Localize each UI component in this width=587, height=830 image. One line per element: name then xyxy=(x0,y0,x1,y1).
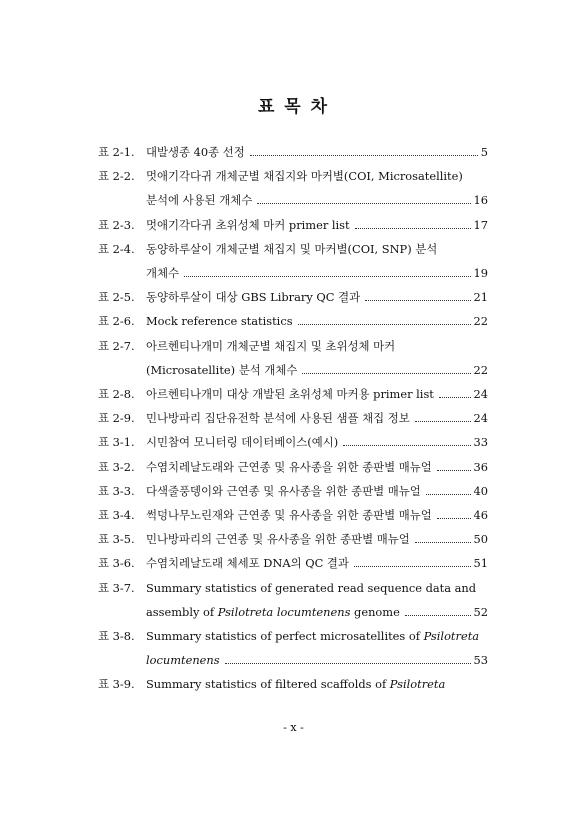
entry-page: 40 xyxy=(473,483,488,498)
toc-entry[interactable] xyxy=(98,672,488,696)
toc-entry[interactable] xyxy=(98,503,488,527)
entry-title: 멋애기각다귀 초위성체 마커 primer list xyxy=(146,217,350,232)
entry-title: 썩덩나무노린재와 근연종 및 유사종을 위한 종판별 매뉴얼 xyxy=(146,508,432,523)
species-name: Psilotreta locumtenens xyxy=(217,604,351,619)
entry-number: 표 2-5. xyxy=(98,290,135,305)
entry-number: 표 2-1. xyxy=(98,145,135,159)
entry-page: 36 xyxy=(473,459,488,474)
toc-entry[interactable] xyxy=(98,382,488,406)
dot-leader xyxy=(343,444,470,446)
entry-number: 표 2-6. xyxy=(98,314,135,329)
entry-number: 표 3-7. xyxy=(98,580,135,595)
entry-number: 표 3-4. xyxy=(98,508,135,523)
entry-page: 22 xyxy=(473,362,488,377)
toc-entry[interactable] xyxy=(98,624,488,672)
toc-entry[interactable] xyxy=(98,285,488,309)
entry-number: 표 2-7. xyxy=(98,338,135,353)
dot-leader xyxy=(184,275,470,277)
entry-page: 52 xyxy=(473,604,488,619)
entry-title-continued: 개체수 xyxy=(146,266,180,281)
species-name: Psilotreta xyxy=(423,629,480,644)
toc-entry[interactable] xyxy=(98,430,488,454)
species-name: locumtenens xyxy=(146,653,220,668)
entry-title: 시민참여 모니터링 데이터베이스(예시) xyxy=(146,435,339,450)
page-number: - x - xyxy=(283,721,304,734)
toc-entry[interactable] xyxy=(98,309,488,333)
dot-leader xyxy=(298,323,471,325)
entry-number: 표 2-9. xyxy=(98,411,135,426)
toc-entry[interactable] xyxy=(98,551,488,575)
entry-number: 표 2-4. xyxy=(98,241,135,256)
entry-page: 5 xyxy=(480,145,488,159)
entry-title: 대발생종 40종 선정 xyxy=(146,145,245,159)
entry-page: 33 xyxy=(473,435,488,450)
dot-leader xyxy=(250,154,478,156)
entry-page: 24 xyxy=(473,387,488,402)
entry-title: 수염치레날도래와 근연종 및 유사종을 위한 종판별 매뉴얼 xyxy=(146,459,432,474)
entry-number: 표 3-5. xyxy=(98,532,135,547)
entry-title: 민나방파리의 근연종 및 유사종을 위한 종판별 매뉴얼 xyxy=(146,532,410,547)
entry-title-continued: assembly of Psilotreta locumtenens genome xyxy=(146,604,400,619)
entry-number: 표 2-8. xyxy=(98,387,135,402)
entry-title: 동양하루살이 대상 GBS Library QC 결과 xyxy=(146,290,361,305)
entry-title: 멋애기각다귀 개체군별 채집지와 마커별(COI, Microsatellite) xyxy=(146,169,463,184)
toc-entry[interactable] xyxy=(98,237,488,285)
dot-leader xyxy=(415,420,471,422)
dot-leader xyxy=(439,396,471,398)
entry-title: 수염치레날도래 체세포 DNA의 QC 결과 xyxy=(146,556,349,571)
dot-leader xyxy=(365,299,470,301)
entry-title: 동양하루살이 개체군별 채집지 및 마커별(COI, SNP) 분석 xyxy=(146,241,438,256)
entry-number: 표 3-6. xyxy=(98,556,135,571)
entry-page: 22 xyxy=(473,314,488,329)
entry-title: Summary statistics of filtered scaffolds of Psilotreta xyxy=(146,677,446,692)
toc-entry[interactable] xyxy=(98,406,488,430)
page-title: 표 목 차 xyxy=(257,97,330,117)
dot-leader xyxy=(302,372,470,374)
toc-entry[interactable] xyxy=(98,455,488,479)
entry-number: 표 2-3. xyxy=(98,217,135,232)
entry-number: 표 3-1. xyxy=(98,435,135,450)
entry-number: 표 3-8. xyxy=(98,629,135,644)
toc-entry[interactable] xyxy=(98,576,488,624)
entry-page: 51 xyxy=(473,556,488,571)
dot-leader xyxy=(405,614,471,616)
dot-leader xyxy=(355,227,471,229)
entry-page: 21 xyxy=(473,290,488,305)
entry-title: 다색줄풍뎅이와 근연종 및 유사종을 위한 종판별 매뉴얼 xyxy=(146,483,421,498)
entry-page: 24 xyxy=(473,411,488,426)
entry-title: 아르헨티나개미 대상 개발된 초위성체 마커용 primer list xyxy=(146,387,434,402)
entry-title: Summary statistics of perfect microsatellites of Psilotreta xyxy=(146,629,480,644)
entry-title-continued: 분석에 사용된 개체수 xyxy=(146,193,253,208)
species-name: Psilotreta xyxy=(389,677,446,692)
entry-title: Mock reference statistics xyxy=(146,314,293,329)
entry-number: 표 3-9. xyxy=(98,677,135,692)
dot-leader xyxy=(225,662,471,664)
dot-leader xyxy=(426,493,471,495)
toc-entry[interactable] xyxy=(98,479,488,503)
dot-leader xyxy=(257,202,470,204)
dot-leader xyxy=(437,517,471,519)
entry-page: 16 xyxy=(473,193,488,208)
toc-entry[interactable] xyxy=(98,140,488,164)
entry-title-continued xyxy=(146,648,220,672)
entry-title: 민나방파리 집단유전학 분석에 사용된 샘플 채집 정보 xyxy=(146,411,410,426)
entry-page: 19 xyxy=(473,266,488,281)
entry-page: 53 xyxy=(473,653,488,668)
dot-leader xyxy=(354,565,471,567)
entry-page: 17 xyxy=(473,217,488,232)
toc-entry[interactable] xyxy=(98,527,488,551)
table-of-tables xyxy=(0,140,587,697)
entry-number: 표 3-3. xyxy=(98,483,135,498)
toc-entry[interactable] xyxy=(98,213,488,237)
toc-entry[interactable] xyxy=(98,164,488,212)
entry-page: 50 xyxy=(473,532,488,547)
entry-title: 아르헨티나개미 개체군별 채집지 및 초위성체 마커 xyxy=(146,338,396,353)
dot-leader xyxy=(437,469,471,471)
toc-entry[interactable] xyxy=(98,334,488,382)
entry-page: 46 xyxy=(473,508,488,523)
entry-number: 표 2-2. xyxy=(98,169,135,184)
entry-title: Summary statistics of generated read sequence data and xyxy=(146,580,477,595)
entry-number: 표 3-2. xyxy=(98,459,135,474)
entry-title-continued: (Microsatellite) 분석 개체수 xyxy=(146,362,298,377)
dot-leader xyxy=(415,541,471,543)
